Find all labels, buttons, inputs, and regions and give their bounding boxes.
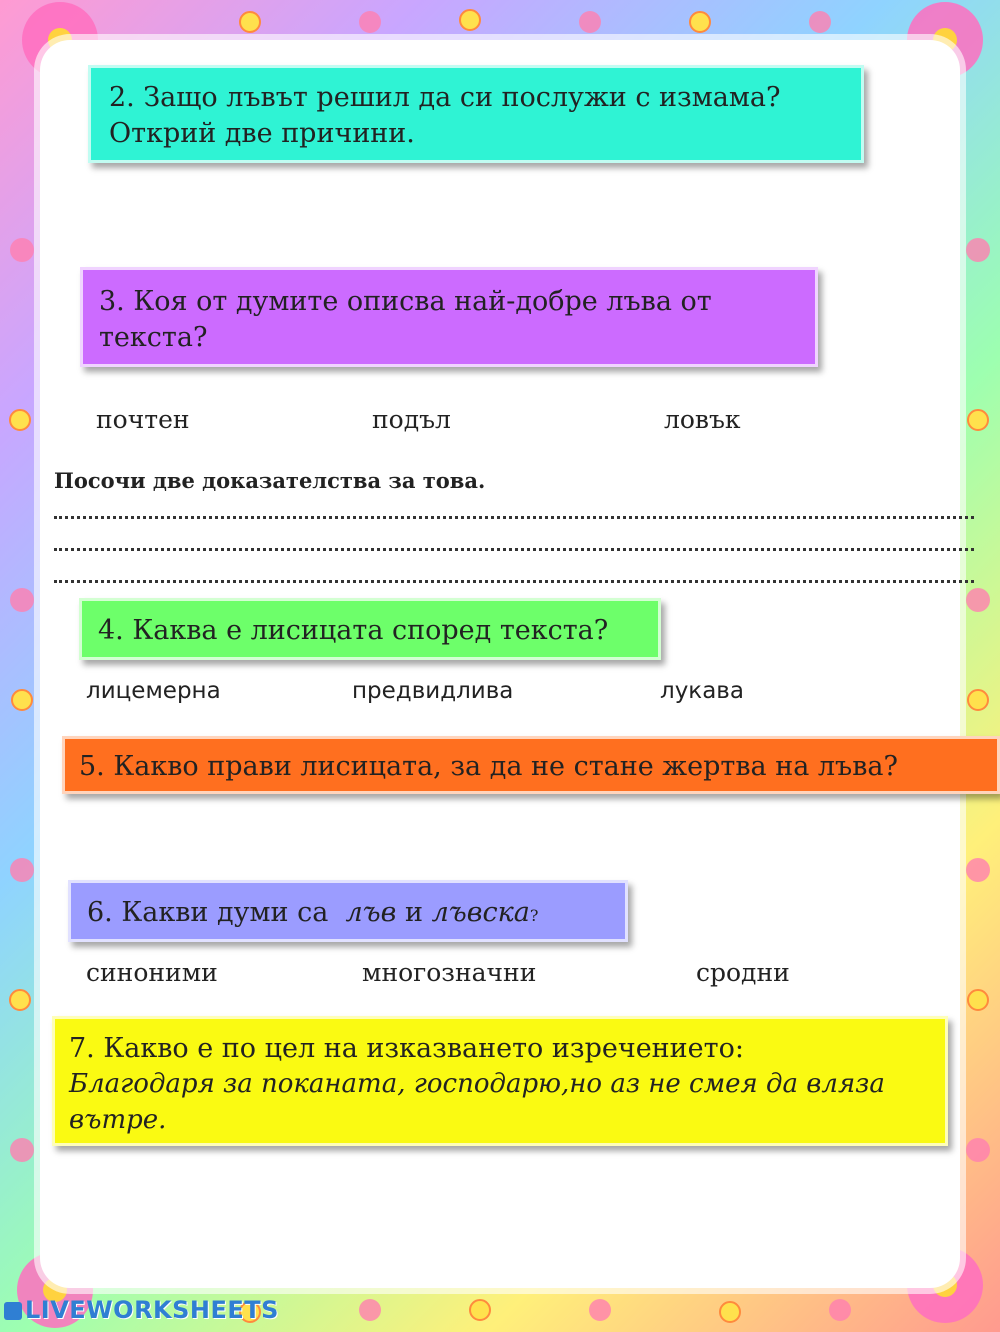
- option-podal[interactable]: подъл: [372, 405, 451, 434]
- question-4-box: [79, 598, 661, 660]
- option-predvidliva[interactable]: предвидлива: [352, 678, 514, 704]
- question-7-quote-line2: вътре.: [69, 1104, 167, 1135]
- answer-line[interactable]: [54, 548, 974, 551]
- liveworksheets-logo: [4, 1296, 279, 1326]
- question-7-quote-line1: Благодаря за поканата, господарю,но аз не смея да вляза: [69, 1069, 885, 1100]
- question-2-line2: Открий две причини.: [109, 118, 415, 150]
- question-4-text: 4. Каква е лисицата според текста?: [98, 615, 609, 646]
- option-litsemerna[interactable]: лицемерна: [86, 678, 221, 704]
- question-6-word2: лъвска: [431, 897, 530, 928]
- question-7-box: [52, 1016, 948, 1146]
- question-2-line1: 2. Защо лъвът решил да си послужи с измама?: [109, 82, 781, 113]
- answer-line[interactable]: [54, 580, 974, 583]
- option-mnogoznachni[interactable]: многозначни: [362, 958, 537, 987]
- option-srodni[interactable]: сродни: [696, 958, 790, 987]
- question-5-text: 5. Какво прави лисицата, за да не стане жертва на лъва?: [79, 751, 899, 782]
- question-6-word1: лъв: [345, 897, 397, 928]
- question-3-line1: 3. Коя от думите описва най-добре лъва от: [99, 286, 712, 317]
- option-lovak[interactable]: ловък: [664, 405, 741, 434]
- answer-line[interactable]: [54, 516, 974, 519]
- question-6-prefix: 6. Какви думи са: [87, 897, 329, 928]
- question-6-qmark: ?: [529, 906, 539, 925]
- logo-badge-icon: [4, 1302, 22, 1320]
- question-7-text: 7. Какво е по цел на изказването изречението:: [69, 1033, 744, 1064]
- question-6-and: и: [404, 897, 423, 928]
- option-sinonimi[interactable]: синоними: [86, 958, 218, 987]
- question-5-box: [62, 736, 1000, 794]
- question-3-line2: текста?: [99, 322, 208, 354]
- option-pochten[interactable]: почтен: [96, 405, 190, 434]
- evidence-prompt: Посочи две доказателства за това.: [54, 468, 486, 493]
- question-2-box: [88, 65, 864, 163]
- option-lukava[interactable]: лукава: [660, 678, 744, 704]
- question-6-text: [87, 895, 609, 931]
- question-6-box: [68, 880, 628, 942]
- question-3-box: [80, 267, 818, 367]
- brand-text: LIVEWORKSHEETS: [25, 1296, 279, 1324]
